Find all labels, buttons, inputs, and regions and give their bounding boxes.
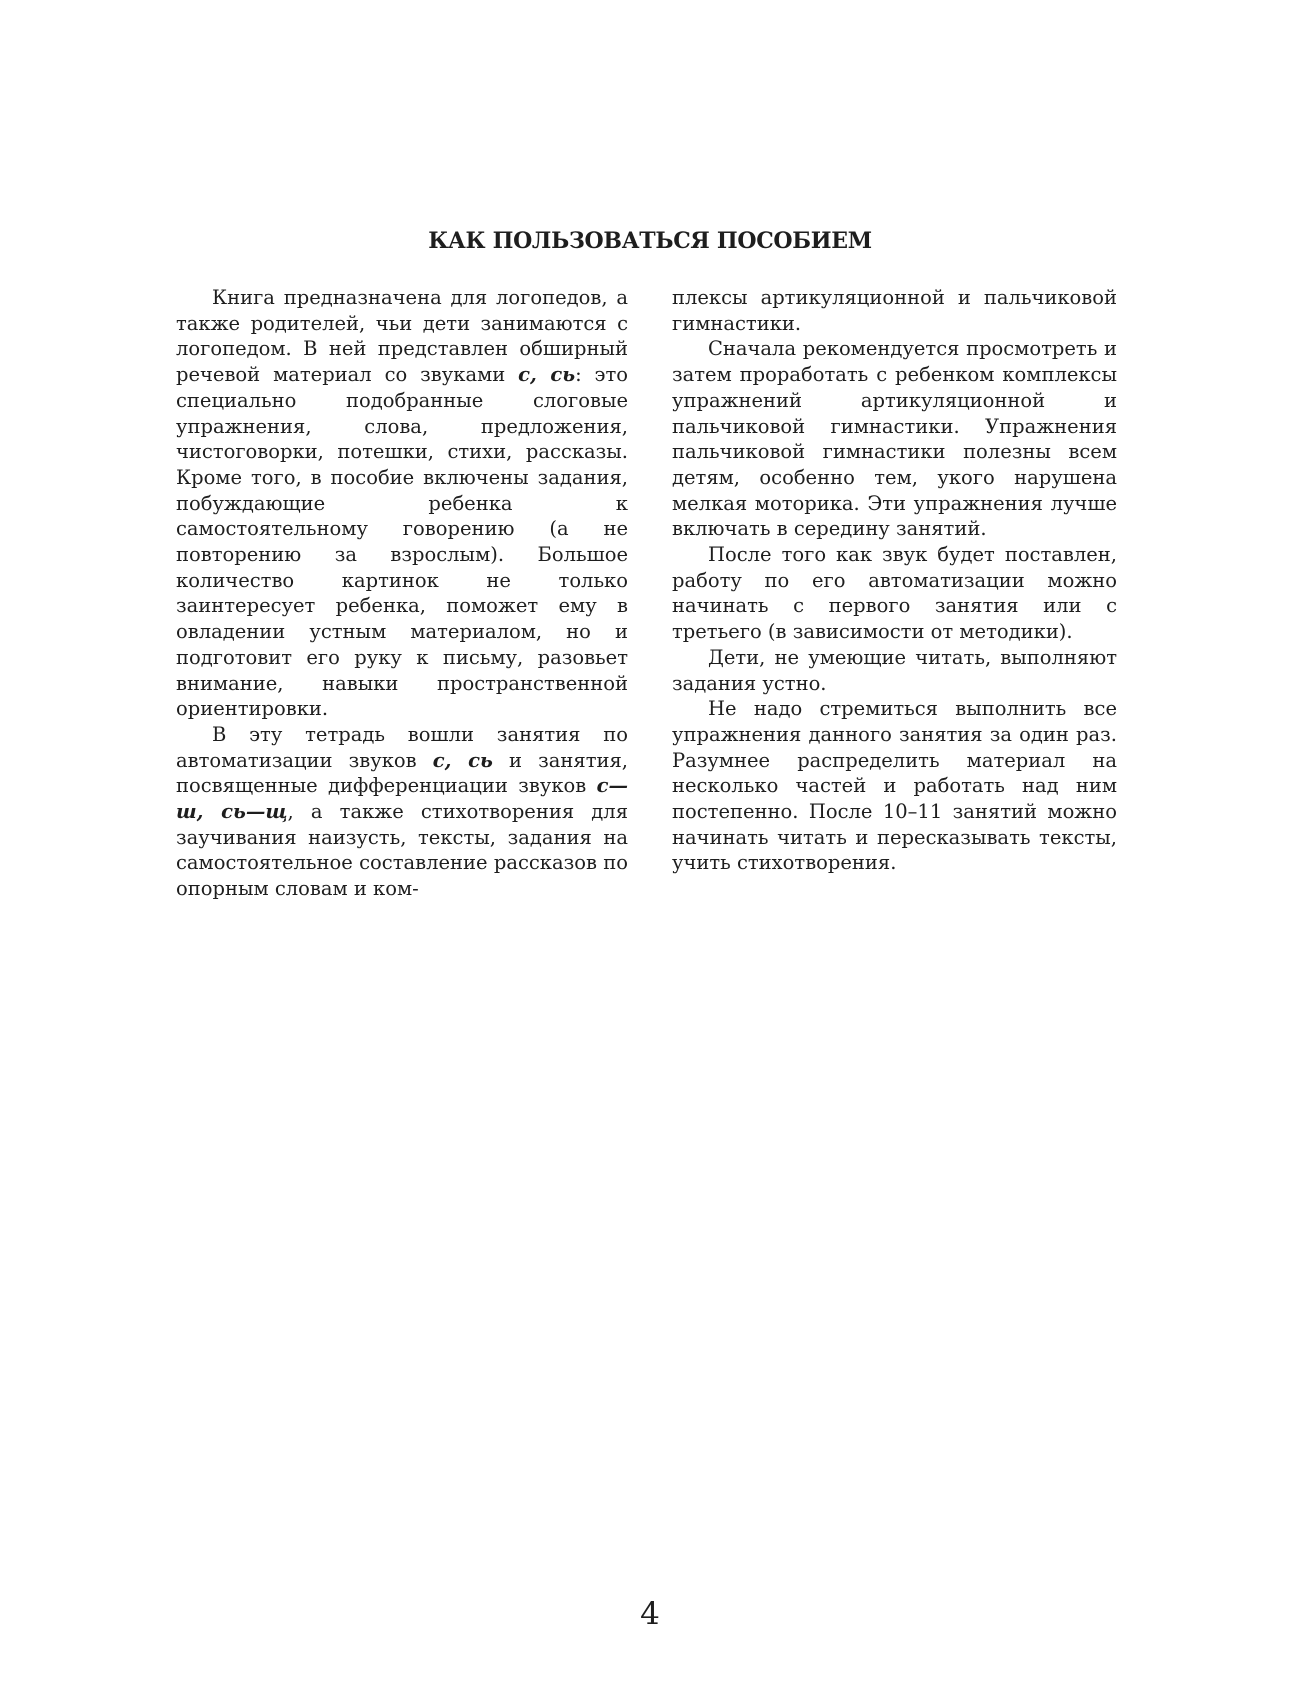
paragraph-text: и занятия, посвященные дифференциации звуков: [176, 748, 628, 798]
paragraph-text: , а также стихотворения для заучивания наизусть, тексты, задания на самостоятельное составление рассказов по опорным словам и ком-: [176, 800, 628, 901]
page-number: 4: [640, 1596, 660, 1632]
paragraph-text: В эту тетрадь вошли занятия по автоматизации звуков: [176, 722, 628, 772]
paragraph-pacing: Не надо стремиться выполнить все упражнения данного занятия за один раз. Разумнее распределить материал на несколько частей и работать над ним постепенно. После 10–11 занятий можно начинать читать и пересказывать тексты, учить стихотворения.: [672, 697, 1117, 875]
paragraph-non-readers: Дети, не умеющие читать, выполняют задания устно.: [672, 645, 1117, 695]
page-title: КАК ПОЛЬЗОВАТЬСЯ ПОСОБИЕМ: [428, 228, 872, 254]
paragraph-contents: [176, 722, 628, 902]
paragraph-automation: После того как звук будет поставлен, работу по его автоматизации можно начинать с первого занятия или с третьего (в зависимости от методики).: [672, 543, 1117, 644]
sound-highlight: с—ш, сь—щ: [176, 774, 628, 824]
paragraph-continuation: плексы артикуляционной и пальчиковой гимнастики.: [672, 286, 1117, 335]
sound-highlight: с, сь: [432, 748, 493, 772]
paragraph-intro: [176, 285, 628, 722]
sound-highlight: с, сь: [518, 363, 576, 387]
paragraph-text: Книга предназначена для логопедов, а также родителей, чьи дети занимаются с логопедом. В ней представлен обширный речевой материал со звуками: [176, 286, 628, 387]
left-column: [176, 285, 628, 902]
right-column: [672, 285, 1117, 876]
paragraph-gymnastics: Сначала рекомендуется просмотреть и затем проработать с ребенком комплексы упражнений артикуляционной и пальчиковой гимнастики. Упражнения пальчиковой гимнастики полезны всем детям, особенно тем, укого нарушена мелкая моторика. Эти упражнения лучше включать в середину занятий.: [672, 337, 1117, 541]
paragraph-text: : это специально подобранные слоговые упражнения, слова, предложения, чистоговорки, потешки, стихи, рассказы. Кроме того, в пособие включены задания, побуждающие ребенка к самостоятельному говорению (а не повторению за взрослым). Большое количество картинок не только заинтересует ребенка, поможет ему в овладении устным материалом, но и подготовит его руку к письму, разовьет внимание, навыки пространственной ориентировки.: [176, 363, 628, 721]
